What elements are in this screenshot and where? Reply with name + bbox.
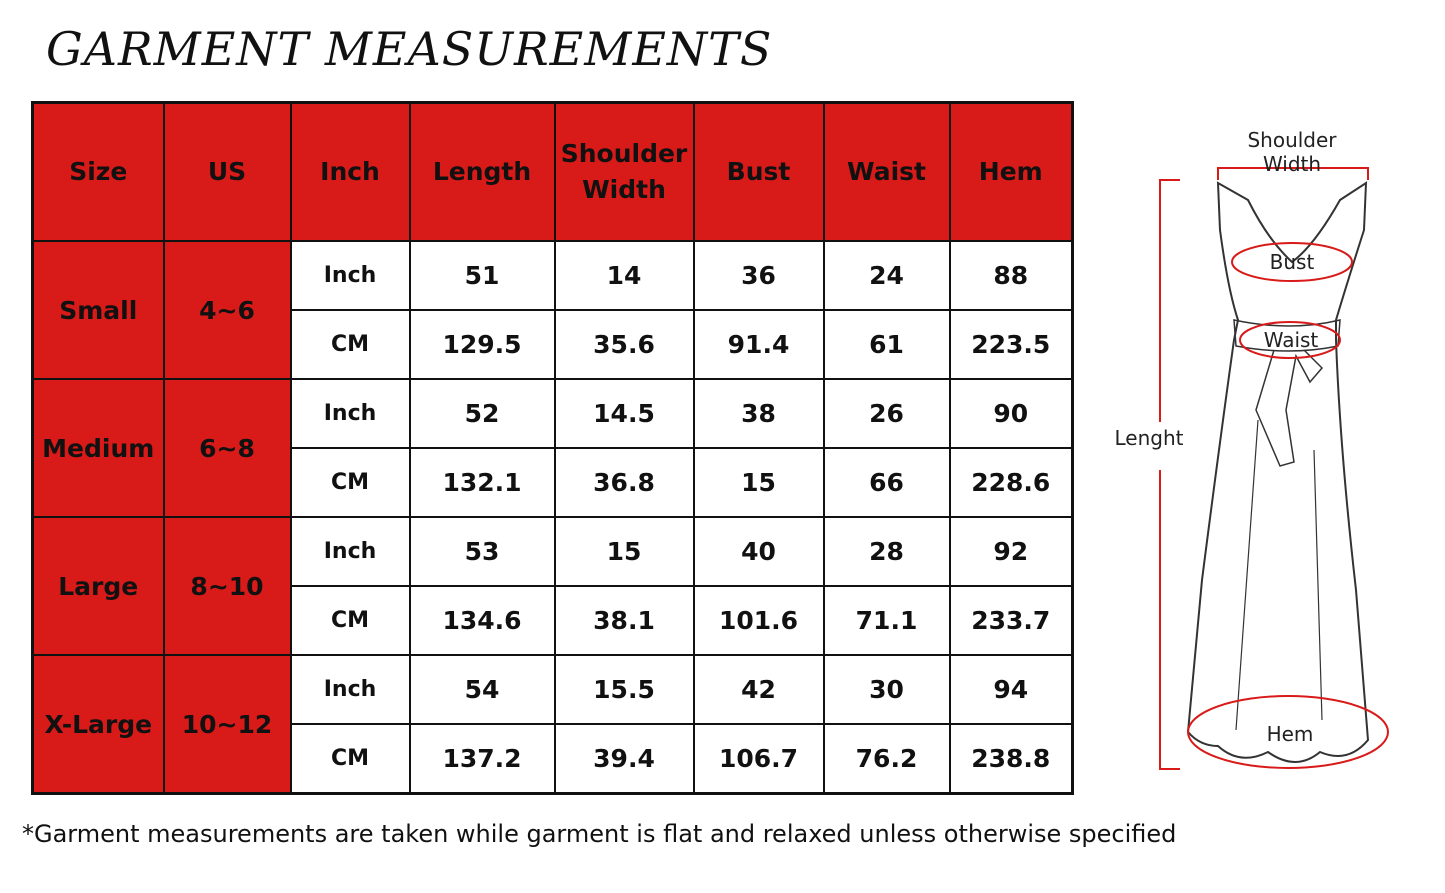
- length-value: 52: [410, 379, 555, 448]
- skirt-fold: [1236, 420, 1258, 730]
- hem-value: 90: [950, 379, 1073, 448]
- us-size-cell: 8~10: [164, 517, 291, 655]
- hem-value: 88: [950, 241, 1073, 310]
- us-size-cell: 6~8: [164, 379, 291, 517]
- header-size: Size: [33, 103, 164, 242]
- size-cell: X-Large: [33, 655, 164, 794]
- footnote: *Garment measurements are taken while garment is flat and relaxed unless otherwise specified: [22, 820, 1177, 848]
- length-label: Lenght: [1114, 426, 1184, 450]
- shoulder-value: 38.1: [555, 586, 694, 655]
- bust-value: 40: [694, 517, 824, 586]
- header-inch: Inch: [291, 103, 410, 242]
- unit-cell: CM: [291, 448, 410, 517]
- page-title: GARMENT MEASUREMENTS: [46, 22, 773, 76]
- length-value: 134.6: [410, 586, 555, 655]
- shoulder-value: 15.5: [555, 655, 694, 724]
- waist-value: 61: [824, 310, 950, 379]
- bust-value: 101.6: [694, 586, 824, 655]
- shoulder-value: 35.6: [555, 310, 694, 379]
- unit-cell: CM: [291, 310, 410, 379]
- hem-label: Hem: [1266, 722, 1314, 746]
- shoulder-value: 14.5: [555, 379, 694, 448]
- skirt-fold: [1314, 450, 1322, 720]
- unit-cell: Inch: [291, 517, 410, 586]
- shoulder-value: 15: [555, 517, 694, 586]
- length-value: 53: [410, 517, 555, 586]
- shoulder-label-line-2: Width: [1262, 152, 1322, 176]
- table-row: [33, 517, 1073, 586]
- header-shoulder-width: Shoulder Width: [555, 103, 694, 242]
- length-value: 137.2: [410, 724, 555, 794]
- length-guide: [1160, 180, 1180, 422]
- bust-value: 15: [694, 448, 824, 517]
- dress-outline-svg: [1100, 120, 1400, 790]
- waist-value: 26: [824, 379, 950, 448]
- shoulder-label: [1230, 128, 1354, 176]
- header-bust: Bust: [694, 103, 824, 242]
- size-cell: Small: [33, 241, 164, 379]
- waist-label: Waist: [1263, 328, 1319, 352]
- unit-cell: CM: [291, 586, 410, 655]
- bust-value: 36: [694, 241, 824, 310]
- length-guide: [1160, 470, 1180, 769]
- hem-value: 92: [950, 517, 1073, 586]
- waist-value: 28: [824, 517, 950, 586]
- unit-cell: CM: [291, 724, 410, 794]
- waist-value: 66: [824, 448, 950, 517]
- table-row: [33, 655, 1073, 724]
- shoulder-value: 14: [555, 241, 694, 310]
- length-value: 54: [410, 655, 555, 724]
- unit-cell: Inch: [291, 655, 410, 724]
- hem-value: 94: [950, 655, 1073, 724]
- unit-cell: Inch: [291, 241, 410, 310]
- waist-value: 24: [824, 241, 950, 310]
- shoulder-label-line-1: Shoulder: [1247, 128, 1337, 152]
- shoulder-value: 39.4: [555, 724, 694, 794]
- length-value: 51: [410, 241, 555, 310]
- sash: [1256, 350, 1322, 466]
- length-value: 132.1: [410, 448, 555, 517]
- us-size-cell: 10~12: [164, 655, 291, 794]
- size-cell: Large: [33, 517, 164, 655]
- header-hem: Hem: [950, 103, 1073, 242]
- size-cell: Medium: [33, 379, 164, 517]
- bust-value: 106.7: [694, 724, 824, 794]
- hem-value: 238.8: [950, 724, 1073, 794]
- bust-value: 42: [694, 655, 824, 724]
- header-us: US: [164, 103, 291, 242]
- shoulder-value: 36.8: [555, 448, 694, 517]
- waist-value: 71.1: [824, 586, 950, 655]
- waist-value: 30: [824, 655, 950, 724]
- hem-value: 228.6: [950, 448, 1073, 517]
- bust-value: 38: [694, 379, 824, 448]
- length-value: 129.5: [410, 310, 555, 379]
- header-length: Length: [410, 103, 555, 242]
- header-row: [33, 103, 1073, 242]
- table-row: [33, 379, 1073, 448]
- hem-value: 233.7: [950, 586, 1073, 655]
- unit-cell: Inch: [291, 379, 410, 448]
- us-size-cell: 4~6: [164, 241, 291, 379]
- bust-label: Bust: [1269, 250, 1315, 274]
- header-waist: Waist: [824, 103, 950, 242]
- table-row: [33, 241, 1073, 310]
- dress-diagram: [1100, 120, 1400, 790]
- hem-value: 223.5: [950, 310, 1073, 379]
- size-chart-table: [31, 101, 1074, 795]
- bust-value: 91.4: [694, 310, 824, 379]
- waist-value: 76.2: [824, 724, 950, 794]
